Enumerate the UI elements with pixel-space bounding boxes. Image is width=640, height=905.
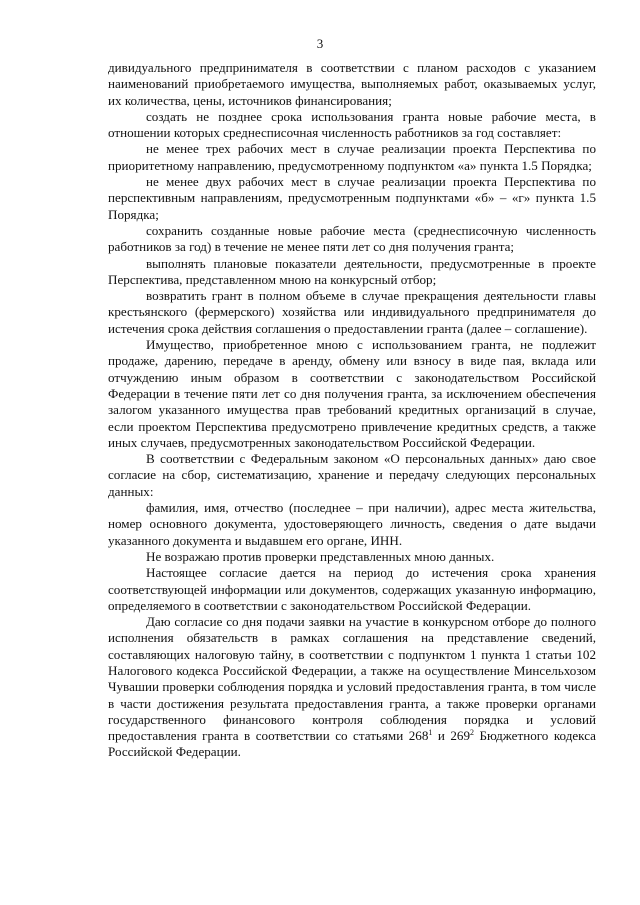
tax-consent-text: Даю согласие со дня подачи заявки на участие в конкурсном отборе до полного исполнения обязательств в рамках соглашения на представление сведений, составляющих налоговую тайну, в соответствии с подпунктом 1 пункта 1 статьи 102 Налогового кодекса Российской Федерации, а также на осуществление Минсельхозом Чувашии проверки соблюдения порядка и условий предоставления гранта, в том числе в части достижения результата предоставления гранта, а также проверки органами государственного финансового контроля соблюдения порядка и условий предоставления гранта в соответствии со статьями	[108, 614, 596, 744]
paragraph-three-jobs: не менее трех рабочих мест в случае реализации проекта Перспектива по приоритетному направлению, предусмотренному подпунктом «а» пункта 1.5 Порядка;	[108, 141, 596, 173]
article-268: 268	[408, 728, 429, 744]
paragraph-property: Имущество, приобретенное мною с использованием гранта, не подлежит продаже, дарению, передаче в аренду, обмену или взносу в виде пая, вклада или отчуждению иным образом в соответствии с законодательством Российской Федерации в течение пяти лет со дня получения гранта, за исключением обеспечения залогом указанного имущества прав требований кредитных организаций в случае, если проектом Перспектива предусмотрено привлечение кредитных средств, а также иных случаев, предусмотренных законодательством Российской Федерации.	[108, 337, 596, 450]
article-269-superscript: 2	[470, 728, 474, 738]
article-268-superscript: 1	[428, 728, 433, 738]
paragraph-tax-consent	[108, 614, 596, 761]
paragraph-personal-data-consent: В соответствии с Федеральным законом «О персональных данных» даю свое согласие на сбор, систематизацию, хранение и передачу следующих персональных данных:	[108, 451, 596, 499]
conjunction: и	[432, 728, 451, 744]
article-269: 269	[450, 728, 470, 744]
page-number: 3	[316, 36, 324, 51]
paragraph-continuation: дивидуального предпринимателя в соответствии с планом расходов с указанием наименований приобретаемого имущества, выполняемых работ, оказываемых услуг, их количества, цены, источников финансирования;	[108, 60, 596, 108]
paragraph-two-jobs: не менее двух рабочих мест в случае реализации проекта Перспектива по перспективным направлениям, предусмотренным подпунктами «б» – «г» пункта 1.5 Порядка;	[108, 174, 596, 222]
paragraph-plan-indicators: выполнять плановые показатели деятельности, предусмотренные в проекте Перспектива, представленном мною на конкурсный отбор;	[108, 255, 596, 287]
paragraph-consent-period: Настоящее согласие дается на период до истечения срока хранения соответствующей информации или документов, содержащих указанную информацию, определяемого в соответствии с законодательством Российской Федерации.	[108, 565, 596, 613]
paragraph-return-grant: возвратить грант в полном объеме в случае прекращения деятельности главы крестьянского (фермерского) хозяйства или индивидуального предпринимателя до истечения срока действия соглашения о предоставлении гранта (далее – соглашение).	[108, 288, 596, 336]
budget-code-tail: Бюджетного кодекса Российской Федерации.	[108, 728, 596, 760]
paragraph-no-objection: Не возражаю против проверки представленных мною данных.	[146, 548, 495, 564]
paragraph-keep-jobs: сохранить созданные новые рабочие места (среднесписочную численность работников за год) в течение не менее пяти лет со дня получения гранта;	[108, 222, 596, 255]
paragraph-personal-data-list: фамилия, имя, отчество (последнее – при наличии), адрес места жительства, номер основного документа, удостоверяющего личность, сведения о дате выдачи указанного документа и выдавшем его органе, ИНН.	[108, 500, 596, 548]
document-body	[108, 60, 596, 761]
paragraph-create-jobs: создать не позднее срока использования гранта новые рабочие места, в отношении которых среднесписочная численность работников за год составляет:	[108, 108, 596, 141]
